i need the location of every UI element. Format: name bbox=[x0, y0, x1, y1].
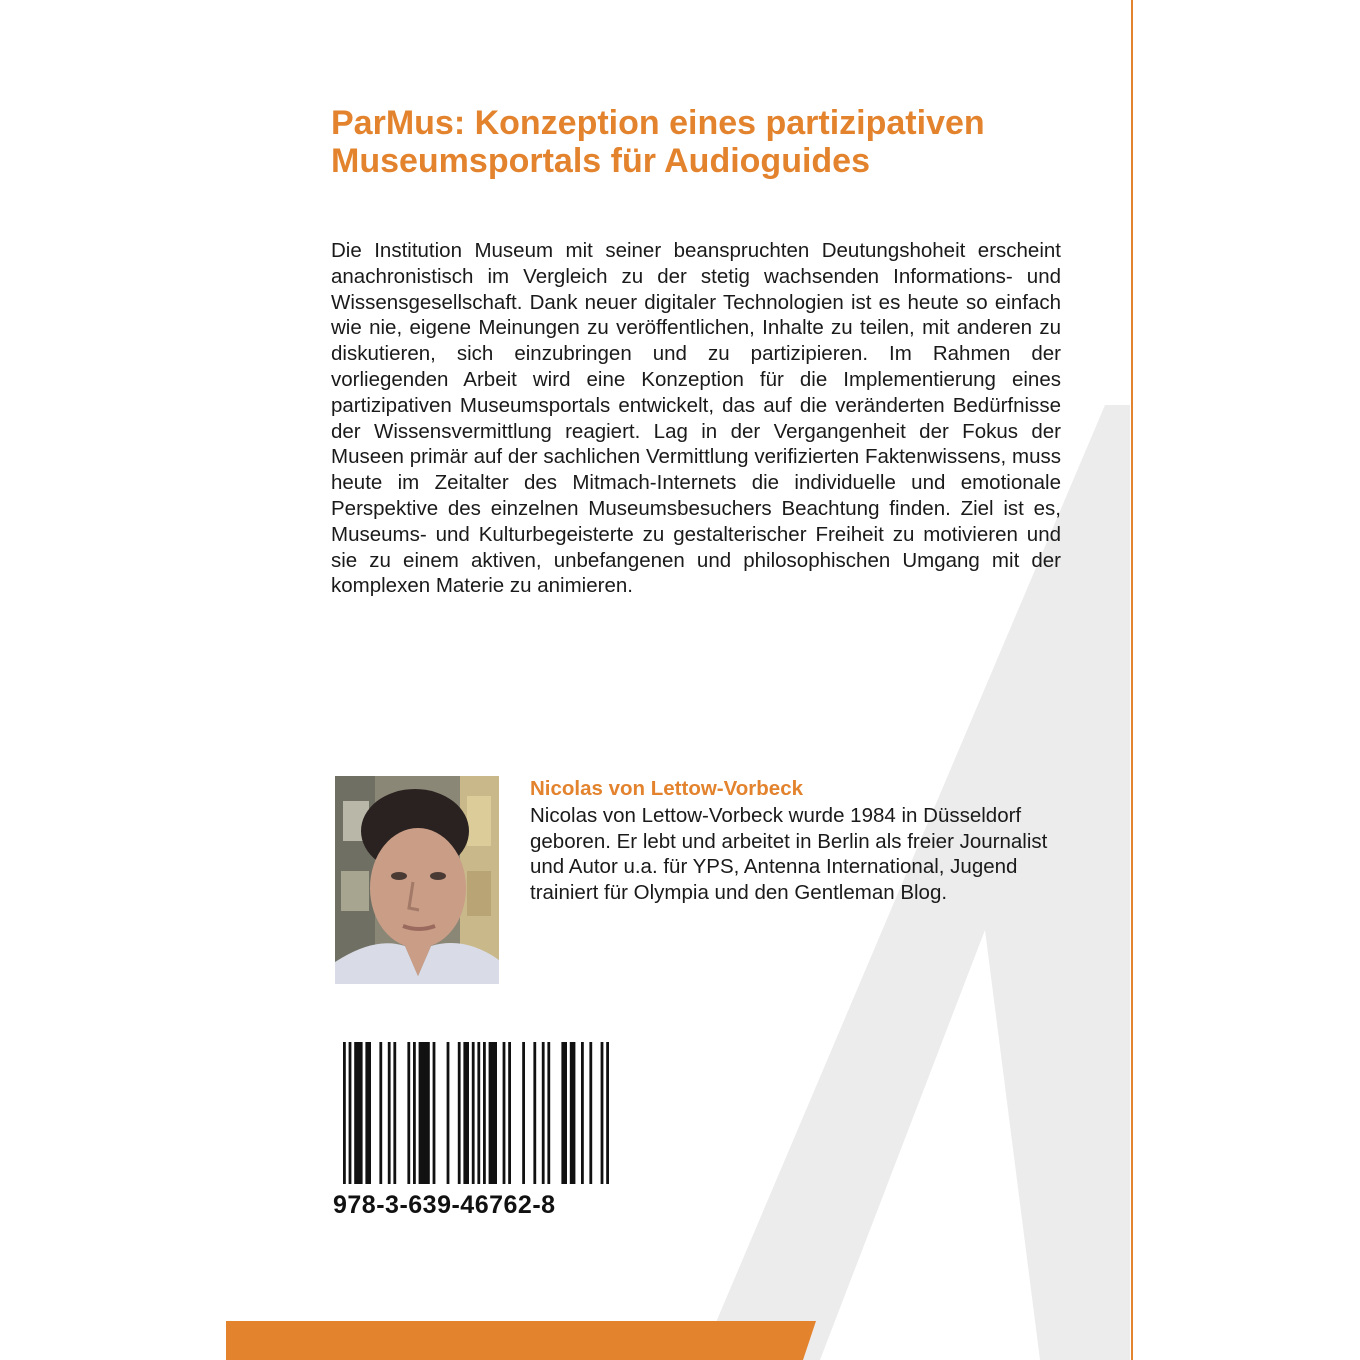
barcode-bar bbox=[447, 1042, 450, 1184]
barcode-bar bbox=[472, 1042, 475, 1184]
barcode-bar bbox=[533, 1042, 536, 1184]
barcode-bar bbox=[601, 1042, 604, 1184]
barcode-bar bbox=[343, 1042, 346, 1184]
barcode-bar bbox=[458, 1042, 461, 1184]
barcode-bar bbox=[542, 1042, 545, 1184]
author-name: Nicolas von Lettow-Vorbeck bbox=[530, 777, 804, 800]
barcode-bar bbox=[522, 1042, 525, 1184]
barcode-bar bbox=[547, 1042, 550, 1184]
barcode-bar bbox=[606, 1042, 609, 1184]
barcode-bar bbox=[561, 1042, 567, 1184]
barcode-bar bbox=[503, 1042, 506, 1184]
barcode-bar bbox=[379, 1042, 382, 1184]
barcode-bar bbox=[393, 1042, 396, 1184]
barcode-bar bbox=[463, 1042, 469, 1184]
barcode-bar bbox=[589, 1042, 592, 1184]
barcode-bar bbox=[365, 1042, 371, 1184]
spine-line bbox=[1131, 0, 1133, 1360]
isbn-barcode bbox=[343, 1042, 609, 1184]
book-blurb: Die Institution Museum mit seiner beanspruchten Deutungshoheit erscheint anachronistisch im Vergleich zu der stetig wachsenden Informations- und Wissensgesellschaft. Dank neuer digitaler Technologien ist es heute so einfach wie nie, eigene Meinungen zu veröffentlichen, Inhalte zu teilen, mit anderen zu diskutieren, sich einzubringen und zu partizipieren. Im Rahmen der vorliegenden Arbeit wird eine Konzeption für die Implementierung eines partizipativen Museumsportals entwickelt, das auf die veränderten Bedürfnisse der Wissensvermittlung reagiert. Lag in der Vergangenheit der Fokus der Museen primär auf der sachlichen Vermittlung verifizierten Faktenwissens, muss heute im Zeitalter des Mitmach-Internets die individuelle und emotionale Perspektive des einzelnen Museumsbesuchers Beachtung finden. Ziel ist es, Museums- und Kulturbegeisterte zu gestalterischer Freiheit zu motivieren und sie zu einem aktiven, unbefangenen und philosophischen Umgang mit der komplexen Materie zu animieren. bbox=[331, 239, 1061, 598]
author-photo bbox=[335, 776, 499, 984]
barcode-bar bbox=[570, 1042, 576, 1184]
book-title: ParMus: Konzeption eines partizipativen Museumsportals für Audioguides bbox=[331, 104, 985, 180]
barcode-bar bbox=[349, 1042, 352, 1184]
barcode-bar bbox=[483, 1042, 486, 1184]
barcode-bar bbox=[407, 1042, 410, 1184]
barcode-bar bbox=[433, 1042, 436, 1184]
barcode-bar bbox=[413, 1042, 416, 1184]
bottom-orange-band bbox=[226, 1321, 816, 1360]
barcode-bar bbox=[489, 1042, 497, 1184]
barcode-bar bbox=[388, 1042, 391, 1184]
barcode-bar bbox=[508, 1042, 511, 1184]
author-bio: Nicolas von Lettow-Vorbeck wurde 1984 in Düsseldorf geboren. Er lebt und arbeitet in Berlin als freier Journalist und Autor u.a. für YPS, Antenna International, Jugend trainiert für Olympia und den Gentleman Blog. bbox=[530, 804, 1048, 904]
barcode-bar bbox=[581, 1042, 584, 1184]
isbn-number: 978-3-639-46762-8 bbox=[333, 1191, 556, 1219]
barcode-bar bbox=[419, 1042, 430, 1184]
barcode-bar bbox=[354, 1042, 362, 1184]
barcode-bar bbox=[477, 1042, 480, 1184]
